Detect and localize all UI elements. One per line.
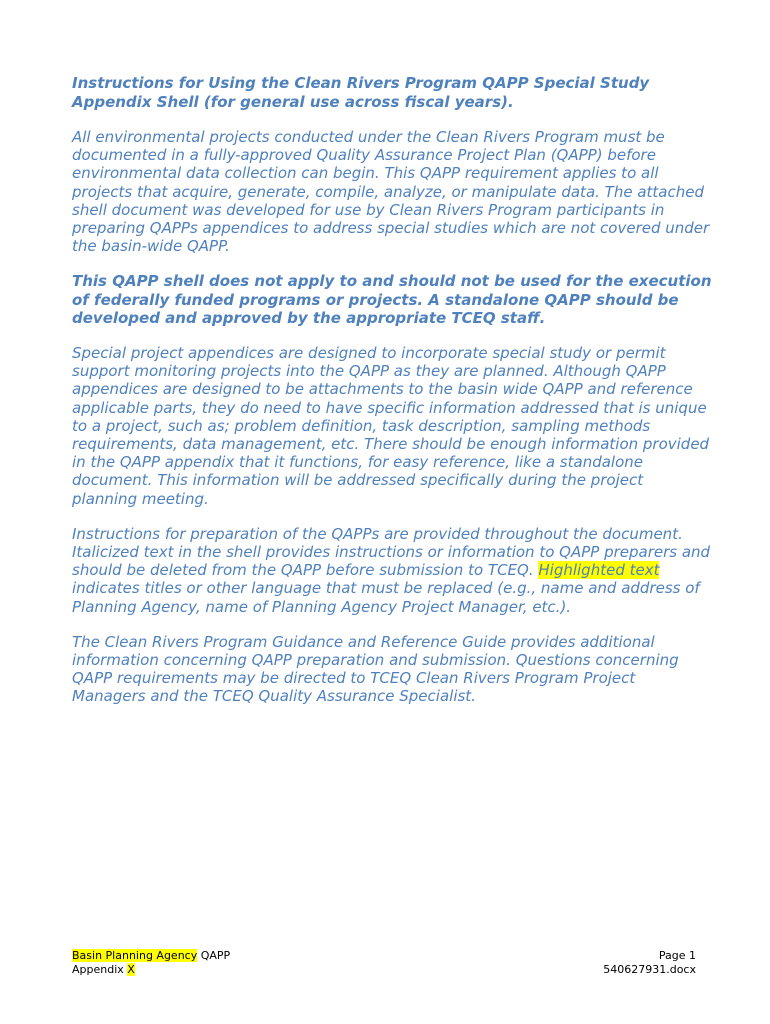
highlighted-text-example: Highlighted text [538, 561, 660, 580]
document-body [72, 74, 712, 723]
footer-qapp-label: QAPP [197, 949, 231, 962]
footer-appendix-line [72, 963, 230, 977]
paragraph-special-appendices: Special project appendices are designed to incorporate special study or permit support monitoring projects into the QAPP as they are planned. Although QAPP appendices are designed to be attachments to the basin wide QAPP and reference applicable parts, they do need to have specific information addressed that is unique to a project, such as; problem definition, task description, sampling methods requirements, data management, etc. There should be enough information provided in the QAPP appendix that it functions, for easy reference, like a standalone document. This information will be addressed specifically during the project planning meeting. [72, 344, 710, 508]
instructions-heading: Instructions for Using the Clean Rivers Program QAPP Special Study Appendix Shell (for general use across fiscal years). [72, 74, 650, 111]
paragraph-guidance-reference: The Clean Rivers Program Guidance and Reference Guide provides additional information concerning QAPP preparation and submission. Questions concerning QAPP requirements may be directed to TCEQ Clean Rivers Program Project Managers and the TCEQ Quality Assurance Specialist. [72, 632, 679, 706]
paragraph-4-text-before: Instructions for preparation of the QAPPs are provided throughout the document. Italicized text in the shell provides instructions or information to QAPP preparers and should be deleted from the QAPP before submission to TCEQ. [72, 524, 711, 580]
footer-left [72, 949, 230, 976]
footer-page-number: Page 1 [658, 949, 696, 962]
paragraph-preparation-instructions [72, 525, 712, 616]
footer-filename: 540627931.docx [603, 962, 696, 976]
paragraph-federal-warning: This QAPP shell does not apply to and should not be used for the execution of federally funded programs or projects. A standalone QAPP should be developed and approved by the appropriate TCEQ staff. [72, 272, 712, 327]
footer-agency-highlight: Basin Planning Agency [72, 949, 198, 962]
footer-right [603, 949, 696, 976]
footer-appendix-letter: X [127, 962, 135, 976]
paragraph-qapp-requirement: All environmental projects conducted under the Clean Rivers Program must be documented in a fully-approved Quality Assurance Project Plan (QAPP) before environmental data collection can begin. This QAPP requirement applies to all projects that acquire, generate, compile, analyze, or manipulate data. The attached shell document was developed for use by Clean Rivers Program participants in preparing QAPPs appendices to address special studies which are not covered under the basin-wide QAPP. [72, 128, 710, 256]
footer-agency-line [72, 949, 230, 963]
paragraph-4-text-after: indicates titles or other language that must be replaced (e.g., name and address of Planning Agency, name of Planning Agency Project Manager, etc.). [72, 579, 700, 616]
footer-appendix-label: Appendix [72, 962, 128, 976]
